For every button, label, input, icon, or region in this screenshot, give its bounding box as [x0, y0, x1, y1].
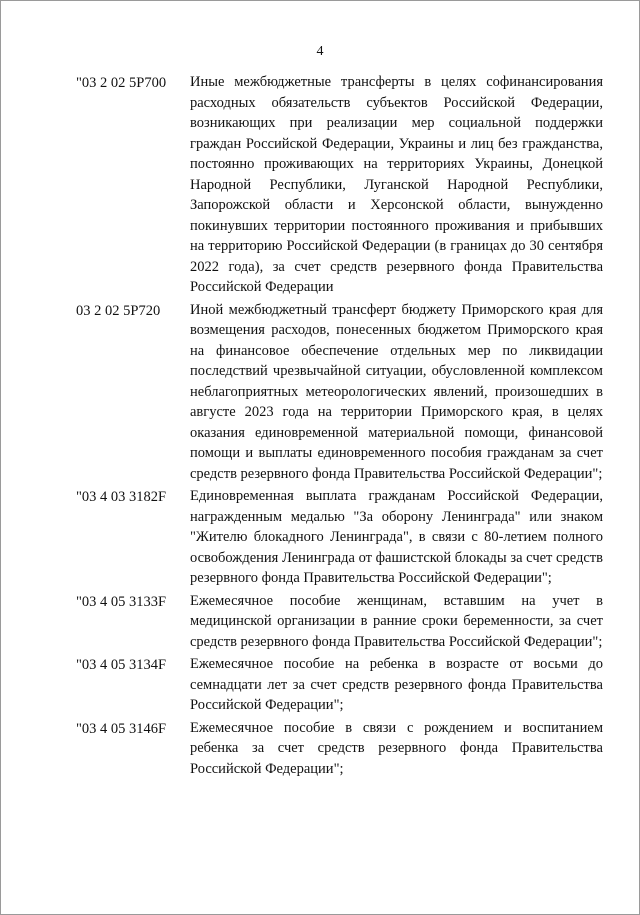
budget-code-description: Иной межбюджетный трансферт бюджету Приморского края для возмещения расходов, понесенных бюджетом Приморского края на финансовое обеспечение отдельных мер по ликвидации последствий чрезвычайной ситуации, обусловленной комплексом неблагоприятных метеорологических явлений, произошедших в августе 2023 года на территории Приморского края, в целях оказания единовременной материальной помощи, финансовой помощи и выплаты единовременного пособия гражданам за счет средств резервного фонда Правительства Российской Федерации";	[190, 301, 603, 482]
budget-code: "03 2 02 5P700	[76, 75, 167, 91]
page-number: 4	[316, 44, 324, 59]
budget-code: "03 4 05 3133F	[76, 593, 167, 610]
budget-code: 03 2 02 5P720	[76, 302, 161, 319]
budget-code-description: Иные межбюджетные трансферты в целях софинансирования расходных обязательств субъектов Российской Федерации, возникающих при реализации мер социальной поддержки граждан Российской Федерации, Украины и лиц без гражданства, постоянно проживающих на территориях Украины, Донецкой Народной Республики, Луганской Народной Республики, Запорожской области и Херсонской области, вынужденно покинувших территории постоянного проживания и прибывших на территорию Российской Федерации (в границах до 30 сентября 2022 года), за счет средств резервного фонда Правительства Российской Федерации	[190, 74, 603, 295]
list-item	[0, 72, 640, 298]
budget-code-description: Ежемесячное пособие женщинам, вставшим на учет в медицинской организации в ранние сроки беременности, за счет средств резервного фонда Правительства Российской Федерации";	[190, 592, 603, 650]
budget-code-description: Ежемесячное пособие в связи с рождением и воспитанием ребенка за счет средств резервного фонда Правительства Российской Федерации";	[190, 719, 603, 777]
list-item	[0, 591, 640, 653]
list-item	[0, 486, 640, 589]
list-item	[0, 654, 640, 716]
budget-code-list	[0, 72, 640, 781]
budget-code: "03 4 05 3134F	[76, 657, 167, 673]
budget-code: "03 4 03 3182F	[76, 489, 167, 505]
budget-code-description: Ежемесячное пособие на ребенка в возрасте от восьми до семнадцати лет за счет средств резервного фонда Правительства Российской Федерации";	[190, 656, 603, 713]
list-item	[0, 718, 640, 780]
list-item	[0, 300, 640, 485]
budget-code-description: Единовременная выплата гражданам Российской Федерации, награжденным медалью "За оборону Ленинграда" или знаком "Жителю блокадного Ленинграда", в связи с 80-летием полного освобождения Ленинграда от фашистской блокады за счет средств резервного фонда Правительства Российской Федерации";	[190, 488, 603, 586]
budget-code: "03 4 05 3146F	[76, 720, 167, 737]
